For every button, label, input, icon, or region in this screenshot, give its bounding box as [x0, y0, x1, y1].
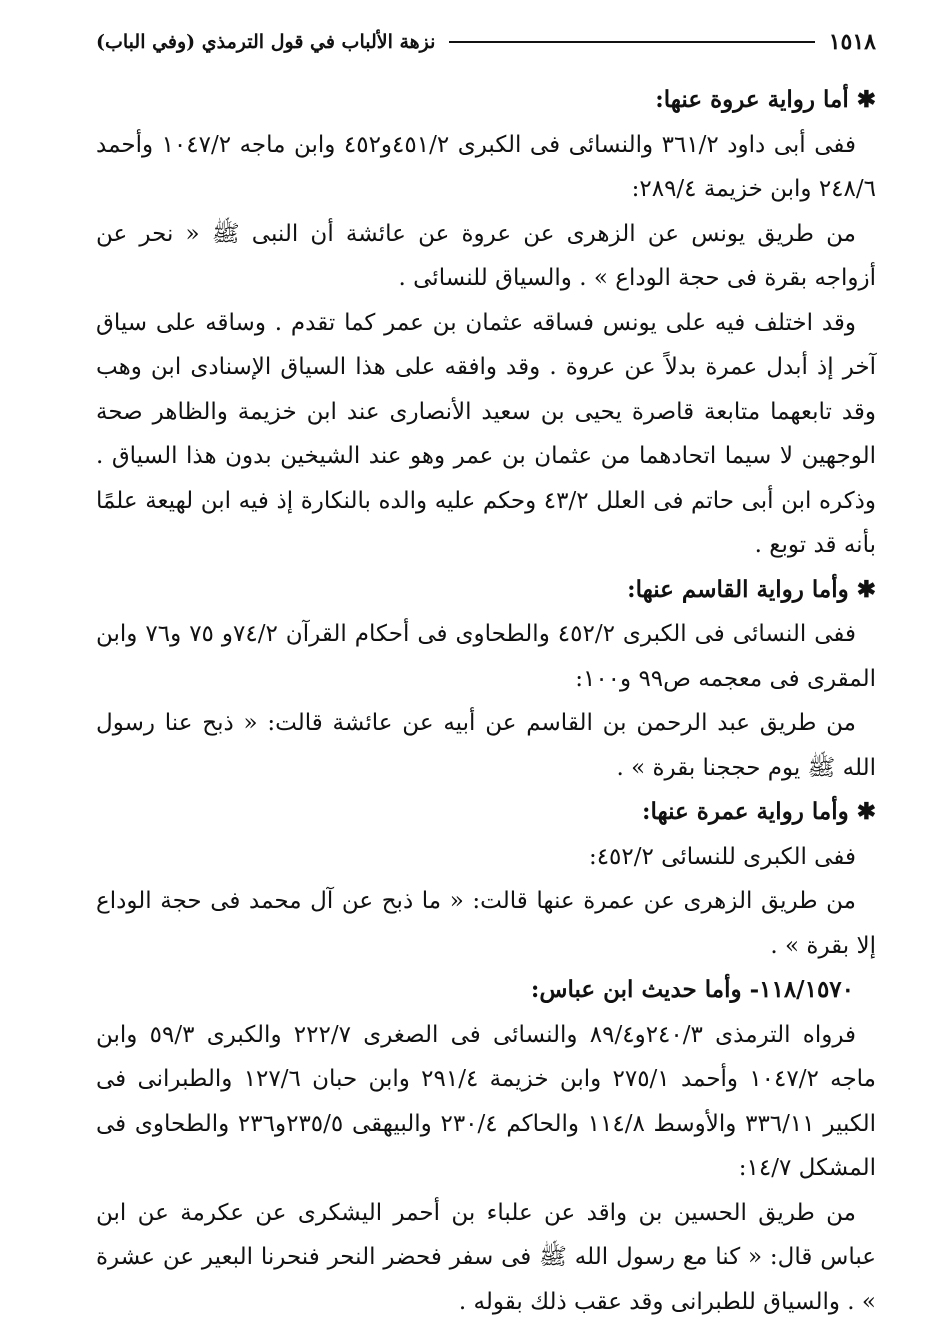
paragraph: من طريق عبد الرحمن بن القاسم عن أبيه عن عائشة قالت: « ذبح عنا رسول الله ﷺ يوم حججنا بقرة » .: [96, 710, 876, 781]
heading-text: وأما رواية القاسم عنها:: [627, 575, 849, 603]
hadith-heading-ibn-abbas: ١١٨/١٥٧٠- وأما حديث ابن عباس:: [530, 976, 854, 1003]
running-title: نزهة الألباب في قول الترمذي (وفي الباب): [96, 31, 436, 53]
section-heading-urwa: [96, 78, 876, 123]
heading-text: أما رواية عروة عنها:: [655, 86, 849, 113]
header-rule: [449, 41, 814, 43]
page-header: [96, 22, 876, 62]
paragraph: من طريق الحسين بن واقد عن علباء بن أحمر اليشكرى عن عكرمة عن ابن عباس قال: « كنا مع رسول الله ﷺ فى سفر فحضر النحر فنحرنا البعير عن عشرة » . والسياق للطبرانى وقد عقب ذلك بقوله .: [96, 1199, 876, 1315]
page-number: ١٥١٨: [828, 29, 876, 55]
paragraph: ففى أبى داود ٣٦١/٢ والنسائى فى الكبرى ٤٥١/٢و٤٥٢ وابن ماجه ١٠٤٧/٢ وأحمد ٢٤٨/٦ وابن خزيمة ٢٨٩/٤:: [96, 131, 876, 202]
heading-text: وأما رواية عمرة عنها:: [642, 798, 849, 825]
book-page: [96, 22, 876, 1324]
asterisk-icon: ✱: [856, 798, 876, 825]
paragraph: ففى الكبرى للنسائى ٤٥٢/٢:: [588, 843, 856, 870]
paragraph: ففى النسائى فى الكبرى ٤٥٢/٢ والطحاوى فى أحكام القرآن ٧٤/٢و ٧٥ و٧٦ وابن المقرى فى معجمه ص٩٩ و١٠٠:: [96, 621, 876, 692]
paragraph: من طريق الزهرى عن عمرة عنها قالت: « ما ذبح عن آل محمد فى حجة الوداع إلا بقرة » .: [96, 888, 876, 959]
asterisk-icon: ✱: [856, 86, 876, 113]
paragraph: فرواه الترمذى ٢٤٠/٣و٨٩/٤ والنسائى فى الصغرى ٢٢٢/٧ والكبرى ٥٩/٣ وابن ماجه ١٠٤٧/٢ وأحمد ٢٧٥/١ وابن خزيمة ٢٩١/٤ وابن حبان ١٢٧/٦ والطبرانى فى الكبير ٣٣٦/١١ والأوسط ١١٤/٨ والحاكم ٢٣٠/٤ والبيهقى ٢٣٥/٥و٢٣٦ والطحاوى فى المشكل ١٤/٧:: [96, 1021, 877, 1181]
page-body: [96, 78, 876, 1324]
asterisk-icon: ✱: [856, 575, 876, 603]
section-heading-amra: [96, 790, 876, 835]
section-heading-qasim: [96, 568, 876, 613]
paragraph: وقد اختلف فيه على يونس فساقه عثمان بن عمر كما تقدم . وساقه على سياق آخر إذ أبدل عمرة بدلاً عن عروة . وقد وافقه على هذا السياق الإسنادى ابن وهب وقد تابعهما متابعة قاصرة يحيى بن سعيد الأنصارى عند ابن خزيمة والظاهر صحة الوجهين لا سيما اتحادهما من عثمان بن عمر وهو عند الشيخين بدون هذا السياق . وذكره ابن أبى حاتم فى العلل ٤٣/٢ وحكم عليه والده بالنكارة إذ فيه ابن لهيعة علمًا بأنه قد توبع .: [96, 309, 876, 558]
paragraph: من طريق يونس عن الزهرى عن عروة عن عائشة أن النبى ﷺ « نحر عن أزواجه بقرة فى حجة الوداع » . والسياق للنسائى .: [96, 220, 876, 291]
